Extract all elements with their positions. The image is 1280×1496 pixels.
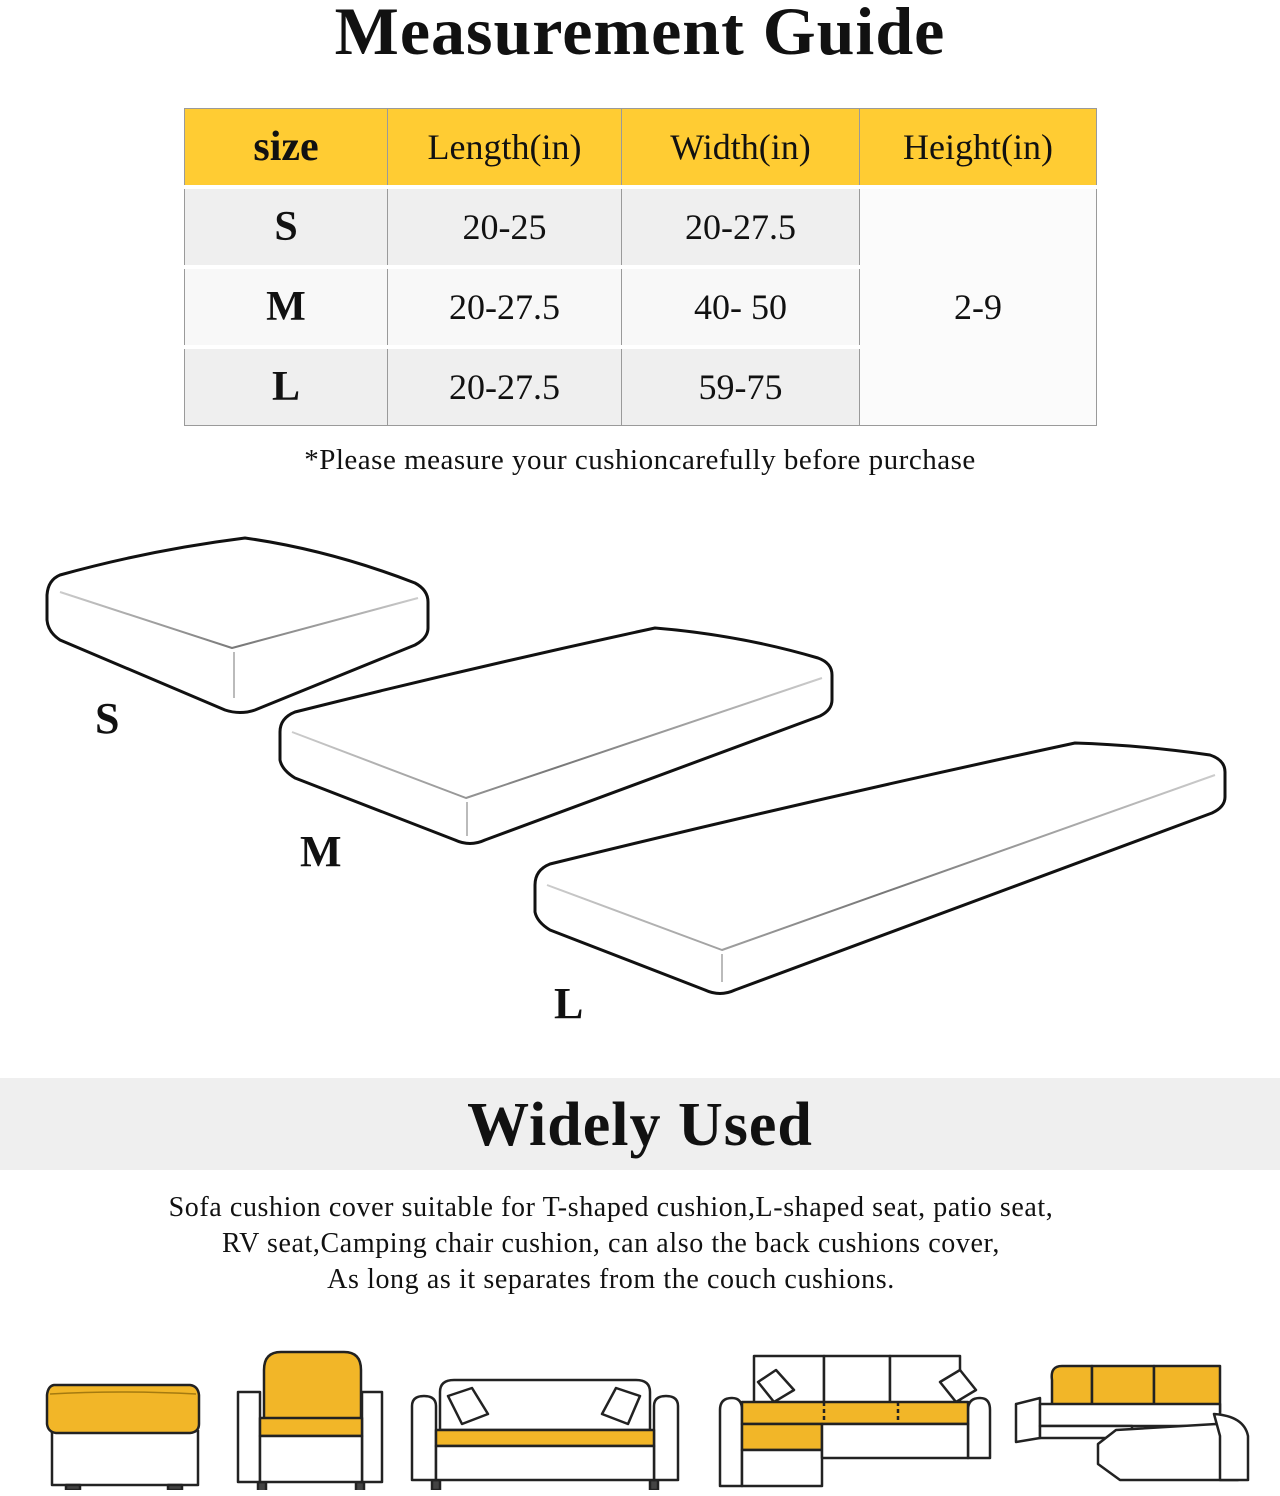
size-cell: S	[185, 187, 388, 267]
header-height: Height(in)	[860, 109, 1097, 188]
table-header-row	[185, 109, 1097, 188]
loveseat-icon	[410, 1340, 680, 1490]
header-width: Width(in)	[622, 109, 860, 188]
section-title: Widely Used	[467, 1091, 813, 1159]
cushion-label-m: M	[300, 827, 342, 876]
size-cell: L	[185, 347, 388, 426]
sectional-sofa-icon	[1012, 1340, 1252, 1490]
header-length: Length(in)	[388, 109, 622, 188]
width-cell: 40- 50	[622, 267, 860, 347]
l-shaped-sofa-icon	[718, 1340, 994, 1490]
description-line: Sofa cushion cover suitable for T-shaped cushion,L-shaped seat, patio seat,	[168, 1192, 1054, 1223]
length-cell: 20-27.5	[388, 267, 622, 347]
width-cell: 59-75	[622, 347, 860, 426]
length-cell: 20-27.5	[388, 347, 622, 426]
page-title: Measurement Guide	[334, 0, 946, 69]
cushion-label-l: L	[554, 979, 584, 1028]
measure-note: *Please measure your cushioncarefully before purchase	[304, 444, 976, 476]
length-cell: 20-25	[388, 187, 622, 267]
height-cell: 2-9	[860, 187, 1097, 426]
table-row	[185, 187, 1097, 267]
usage-description	[0, 1190, 1222, 1298]
header-size: size	[185, 109, 388, 188]
width-cell: 20-27.5	[622, 187, 860, 267]
cushion-s-icon	[47, 538, 428, 713]
cushion-diagram	[0, 520, 1280, 1020]
description-line: As long as it separates from the couch cushions.	[327, 1264, 895, 1295]
description-line: RV seat,Camping chair cushion, can also the back cushions cover,	[222, 1228, 1000, 1259]
ottoman-icon	[40, 1340, 205, 1490]
size-cell: M	[185, 267, 388, 347]
cushion-label-s: S	[95, 694, 120, 743]
size-table	[184, 108, 1097, 426]
armchair-icon	[236, 1340, 386, 1490]
